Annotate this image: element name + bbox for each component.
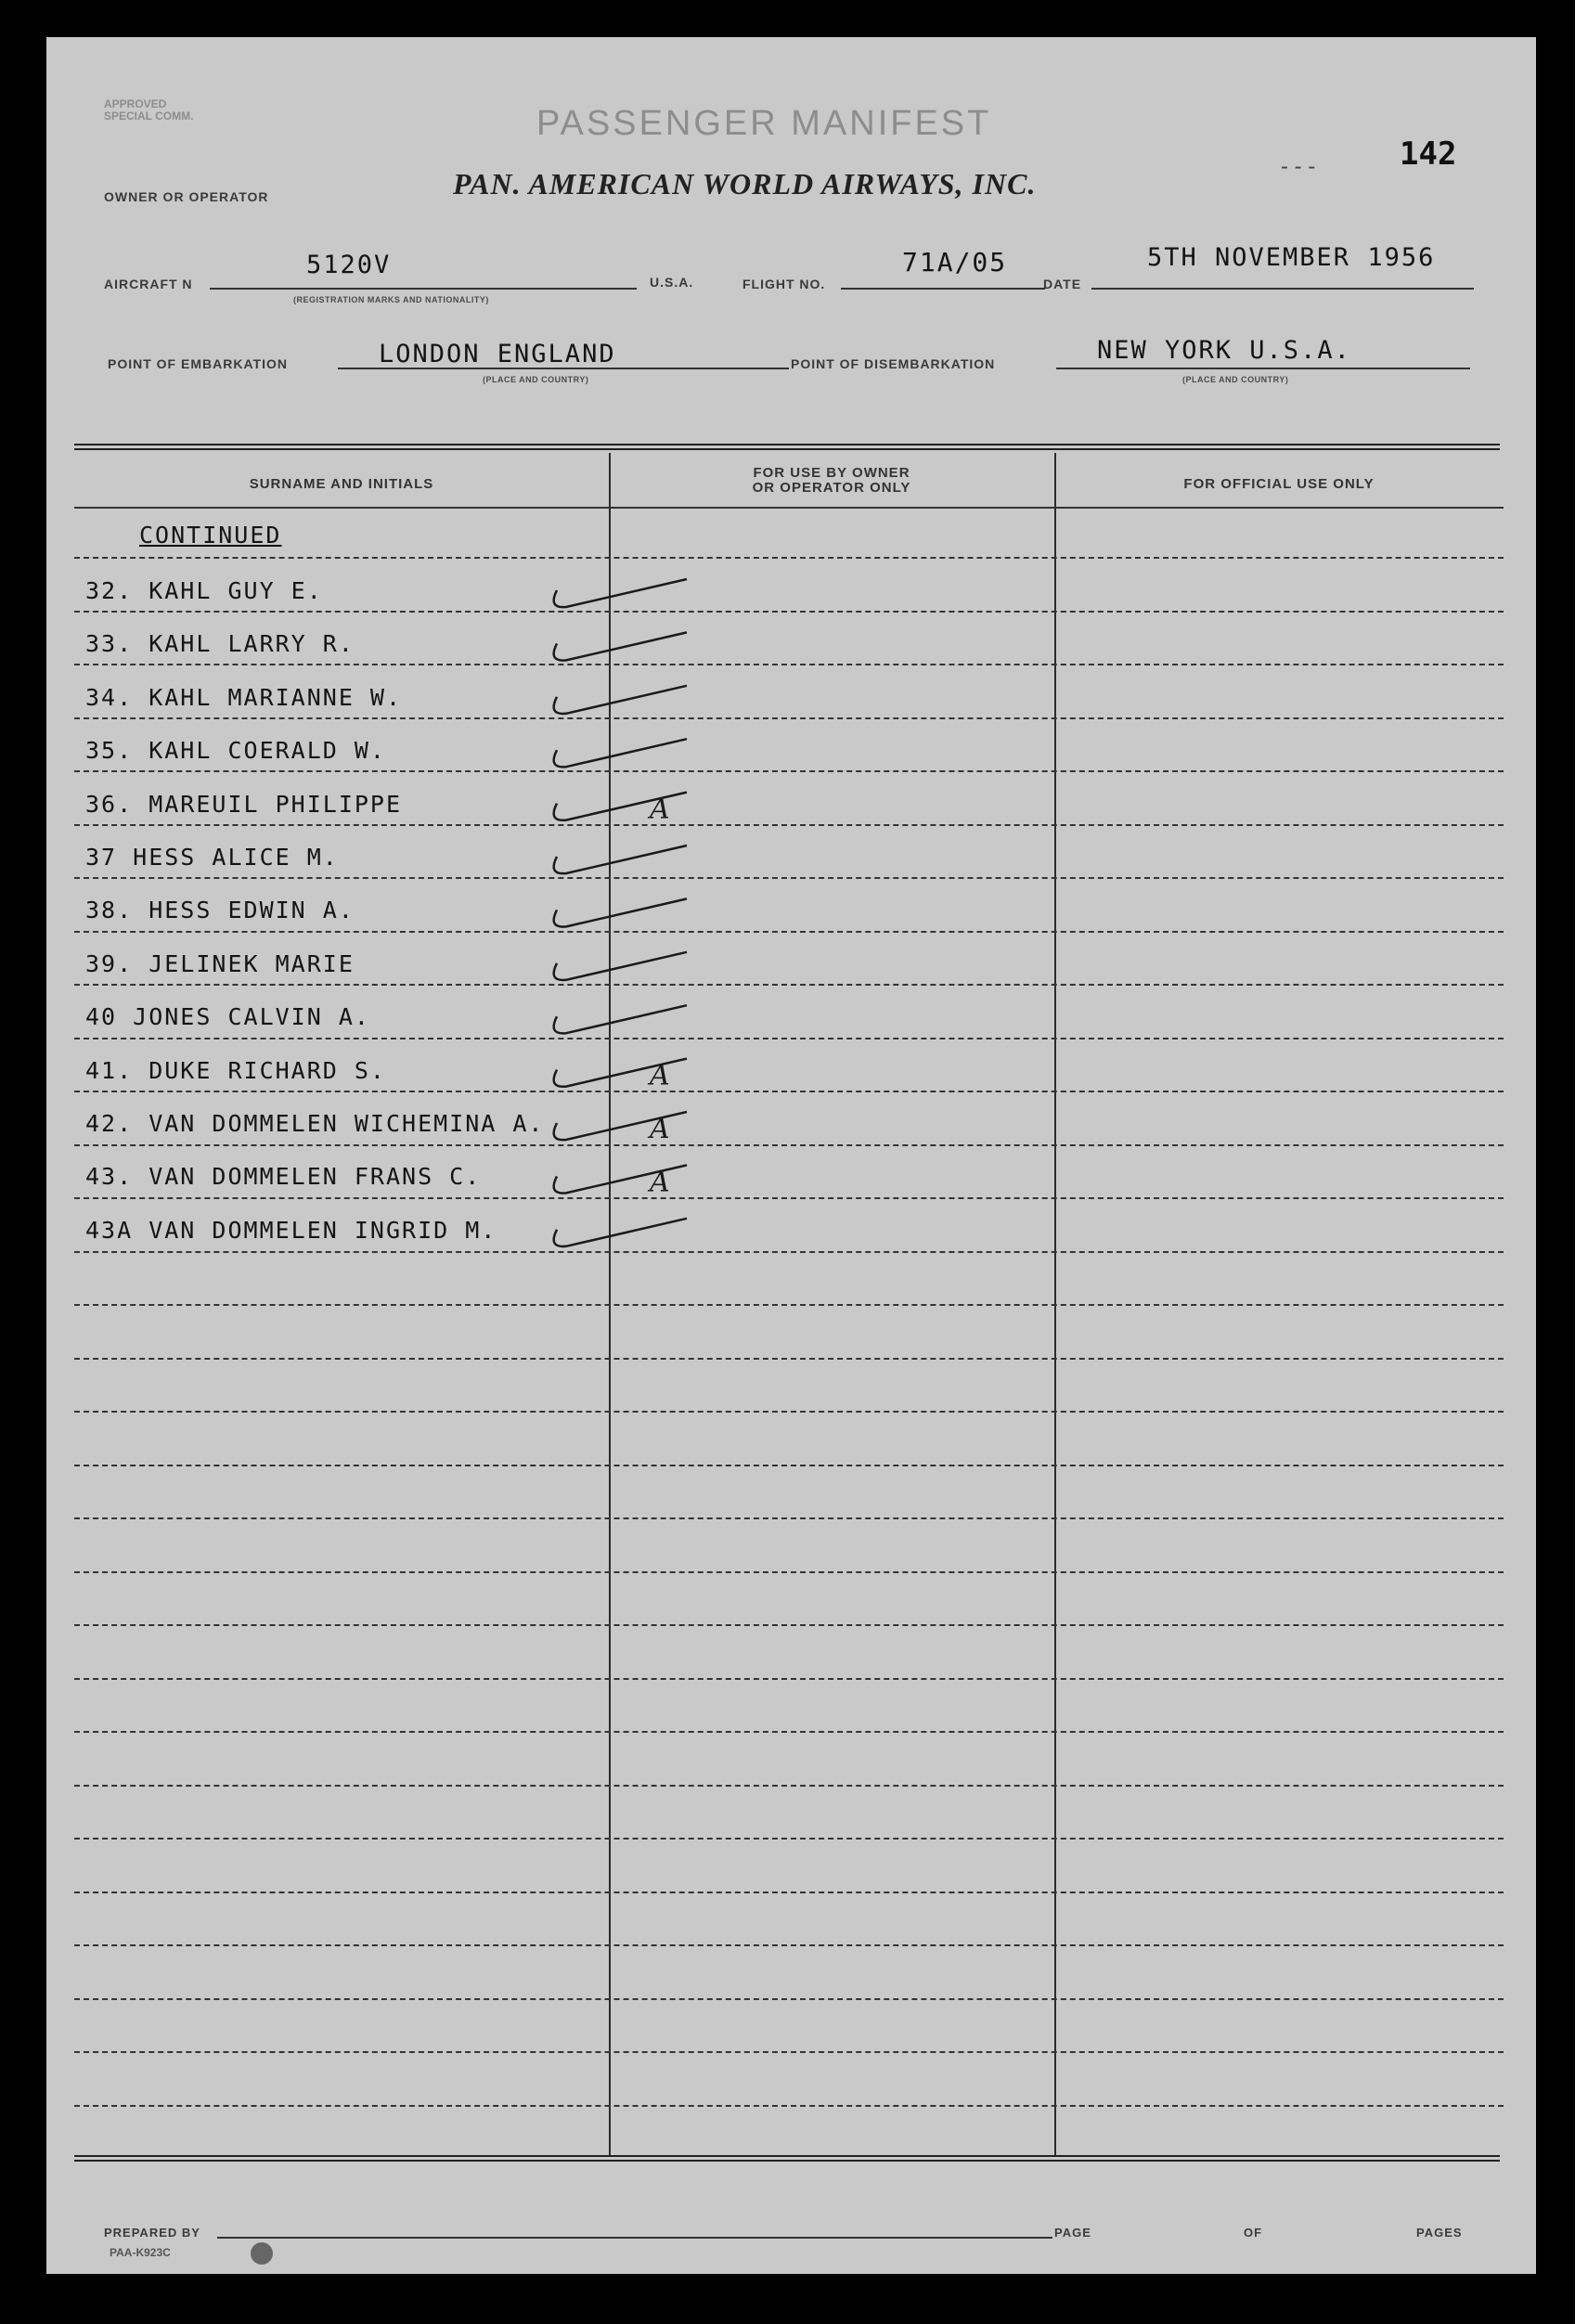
passenger-name: 37 HESS ALICE M.: [85, 844, 339, 871]
usa-label: U.S.A.: [650, 275, 694, 290]
date-label: DATE: [1043, 277, 1082, 291]
row-rule: [74, 1038, 1504, 1039]
form-title: PASSENGER MANIFEST: [536, 104, 992, 143]
passenger-name: 36. MAREUIL PHILIPPE: [85, 791, 403, 818]
row-rule: [74, 824, 1504, 826]
col-surname-header: SURNAME AND INITIALS: [249, 476, 434, 492]
table-top-rule: [74, 444, 1500, 450]
row-rule: [74, 1304, 1504, 1306]
table-bottom-rule: [74, 2155, 1500, 2162]
owner-value: PAN. AMERICAN WORLD AIRWAYS, INC.: [453, 167, 1037, 200]
form-code: PAA-K923C: [110, 2246, 171, 2259]
date-value: 5TH NOVEMBER 1956: [1147, 243, 1436, 272]
row-rule: [74, 931, 1504, 933]
row-rule: [74, 2105, 1504, 2107]
disembark-value: NEW YORK U.S.A.: [1097, 336, 1351, 365]
flight-label: FLIGHT NO.: [742, 277, 826, 291]
row-rule: [74, 984, 1504, 986]
flight-value: 71A/05: [902, 247, 1008, 278]
continued-label: CONTINUED: [139, 522, 282, 549]
row-rule: [74, 664, 1504, 665]
row-rule: [74, 1998, 1504, 2000]
passenger-name: 35. KAHL COERALD W.: [85, 737, 386, 764]
row-rule: [74, 1517, 1504, 1519]
approval-stamp: APPROVED SPECIAL COMM.: [104, 97, 194, 123]
passenger-name: 43A VAN DOMMELEN INGRID M.: [85, 1217, 497, 1244]
passenger-name: 39. JELINEK MARIE: [85, 950, 355, 977]
row-rule: [74, 1571, 1504, 1573]
passenger-name: 33. KAHL LARRY R.: [85, 630, 355, 657]
passenger-name: 42. VAN DOMMELEN WICHEMINA A.: [85, 1110, 545, 1137]
passenger-name: 32. KAHL GUY E.: [85, 577, 323, 604]
row-rule: [74, 717, 1504, 719]
disembark-sublabel: (PLACE AND COUNTRY): [1182, 375, 1289, 384]
aircraft-value: 5120V: [306, 251, 392, 279]
row-rule: [74, 1785, 1504, 1787]
passenger-name: 34. KAHL MARIANNE W.: [85, 684, 403, 711]
union-seal-icon: [251, 2242, 273, 2265]
row-rule: [74, 1251, 1504, 1253]
row-rule: [74, 1624, 1504, 1626]
row-rule: [74, 2051, 1504, 2053]
row-rule: [74, 1944, 1504, 1946]
col-official-header: FOR OFFICIAL USE ONLY: [1183, 476, 1375, 492]
pages-label: PAGES: [1416, 2226, 1463, 2240]
page-number: 142: [1400, 136, 1457, 173]
col-owner-header: FOR USE BY OWNER OR OPERATOR ONLY: [752, 465, 911, 496]
passenger-name: 40 JONES CALVIN A.: [85, 1003, 370, 1030]
row-rule: [74, 1144, 1504, 1146]
page-number-dashes: - - -: [1281, 154, 1316, 179]
prepared-by-label: PREPARED BY: [104, 2226, 200, 2240]
row-rule: [74, 1358, 1504, 1360]
row-rule: [74, 770, 1504, 772]
embark-sublabel: (PLACE AND COUNTRY): [483, 375, 589, 384]
handwritten-a: A: [650, 1059, 670, 1092]
aircraft-label: AIRCRAFT N: [104, 277, 193, 291]
handwritten-a: A: [650, 1113, 670, 1145]
row-rule: [74, 1678, 1504, 1680]
row-rule: [74, 877, 1504, 879]
row-rule: [74, 1197, 1504, 1199]
row-rule: [74, 1091, 1504, 1092]
embark-label: POINT OF EMBARKATION: [108, 356, 288, 371]
manifest-sheet: [46, 37, 1536, 2274]
row-rule: [74, 1838, 1504, 1840]
row-rule: [74, 1891, 1504, 1893]
passenger-name: 43. VAN DOMMELEN FRANS C.: [85, 1163, 482, 1190]
aircraft-sublabel: (REGISTRATION MARKS AND NATIONALITY): [293, 295, 489, 304]
page-label: PAGE: [1054, 2226, 1091, 2240]
of-label: OF: [1244, 2226, 1263, 2240]
row-rule: [74, 1731, 1504, 1733]
passenger-name: 38. HESS EDWIN A.: [85, 897, 355, 923]
row-rule: [74, 557, 1504, 559]
owner-label: OWNER OR OPERATOR: [104, 189, 269, 204]
disembark-label: POINT OF DISEMBARKATION: [791, 356, 996, 371]
handwritten-a: A: [650, 1166, 670, 1199]
handwritten-a: A: [650, 793, 670, 826]
row-rule: [74, 611, 1504, 613]
passenger-name: 41. DUKE RICHARD S.: [85, 1057, 386, 1084]
row-rule: [74, 1411, 1504, 1413]
embark-value: LONDON ENGLAND: [379, 340, 616, 368]
row-rule: [74, 1465, 1504, 1466]
